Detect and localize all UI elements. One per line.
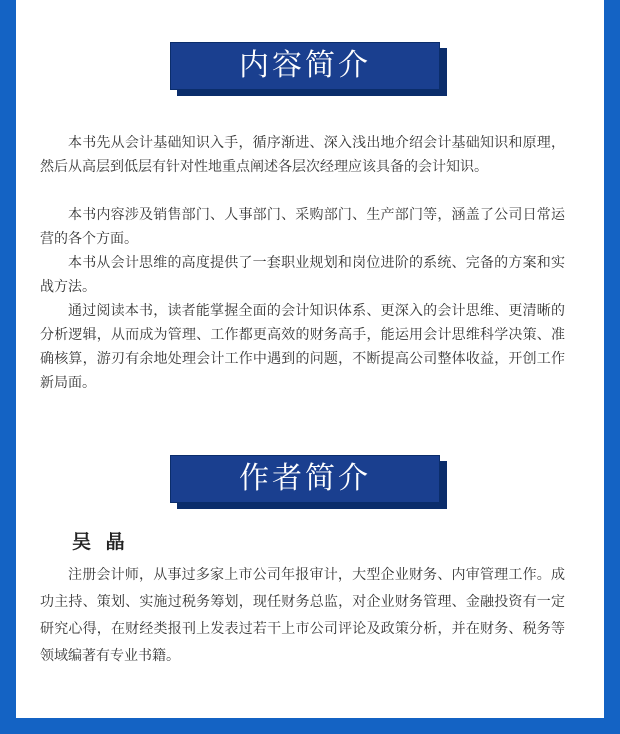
intro-paragraph-2: 本书内容涉及销售部门、人事部门、采购部门、生产部门等，涵盖了公司日常运营的各个方面。 [40, 207, 565, 247]
intro-title: 内容简介 [239, 48, 371, 83]
author-name: 吴 晶 [72, 531, 129, 553]
intro-paragraph-3: 本书从会计思维的高度提供了一套职业规划和岗位进阶的系统、完备的方案和实战方法。 [40, 255, 565, 295]
author-banner [170, 455, 440, 503]
author-title: 作者简介 [239, 461, 371, 496]
author-banner-face [170, 455, 440, 503]
intro-paragraph-4: 通过阅读本书，读者能掌握全面的会计知识体系、更深入的会计思维、更清晰的分析逻辑，从而成为管理、工作都更高效的财务高手，能运用会计思维科学决策、准确核算，游刃有余地处理会计工作中遇到的问题，不断提高公司整体收益，开创工作新局面。 [40, 303, 565, 391]
author-bio: 注册会计师，从事过多家上市公司年报审计，大型企业财务、内审管理工作。成功主持、策划、实施过税务筹划，现任财务总监，对企业财务管理、金融投资有一定研究心得，在财经类报刊上发表过若干上市公司评论及政策分析，并在财务、税务等领域编著有专业书籍。 [40, 567, 565, 664]
intro-paragraph-1: 本书先从会计基础知识入手，循序渐进、深入浅出地介绍会计基础知识和原理，然后从高层到低层有针对性地重点阐述各层次经理应该具备的会计知识。 [40, 135, 565, 175]
intro-banner-face [170, 42, 440, 90]
intro-banner [170, 42, 440, 90]
